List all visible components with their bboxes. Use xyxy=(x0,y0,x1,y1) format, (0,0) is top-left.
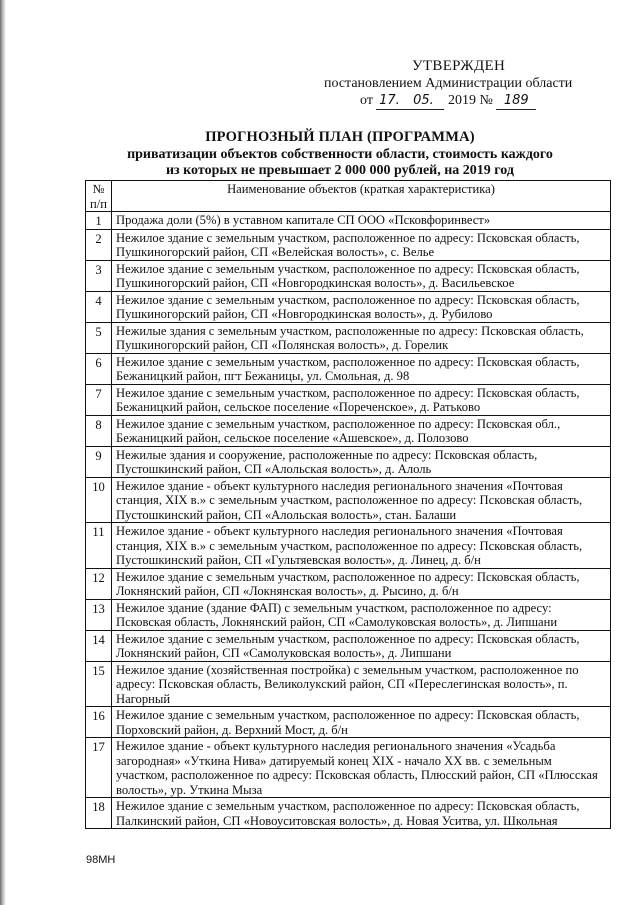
row-number: 17 xyxy=(86,738,112,798)
footer-code: 98МН xyxy=(86,854,116,866)
table-row xyxy=(86,212,611,230)
row-number: 6 xyxy=(86,353,112,384)
row-description: Нежилое здание - объект культурного наследия регионального значения «Почтовая станция, XIX в.» с земельным участком, расположенное по адресу: Псковская область, Пустошкинский район, СП «Алольская волость», стан. Балаши xyxy=(112,477,611,523)
col-number-header: № п/п xyxy=(86,181,112,212)
row-description: Нежилое здание (здание ФАП) с земельным участком, расположенное по адресу: Псковская область, Локнянский район, СП «Самолуковская волость», д. Липшани xyxy=(112,599,611,630)
table-row xyxy=(86,661,611,707)
row-description: Нежилое здание - объект культурного наследия регионального значения «Усадьба загородная» «Уткина Нива» датируемый конец XIX - начало XX вв. с земельным участком, расположенное по адресу: Псковская область, Плюсский район, СП «Плюсская волость», ур. Уткина Мыза xyxy=(112,738,611,798)
plan-subtitle-line1: приватизации объектов собственности области, стоимость каждого xyxy=(127,147,553,162)
row-description: Нежилое здание с земельным участком, расположенное по адресу: Псковская обл., Бежаницкий район, сельское поселение «Ашевское», д. Полозово xyxy=(112,415,611,446)
row-number: 1 xyxy=(86,212,112,230)
table-row xyxy=(86,384,611,415)
row-number: 10 xyxy=(86,477,112,523)
row-number: 12 xyxy=(86,568,112,599)
row-description: Нежилые здания и сооружение, расположенные по адресу: Псковская область, Пустошкинский район, СП «Алольская волость», д. Алоль xyxy=(112,446,611,477)
row-number: 7 xyxy=(86,384,112,415)
row-description: Нежилое здание с земельным участком, расположенное по адресу: Псковская область, Пушкиногорский район, СП «Велейская волость», с. Велье xyxy=(112,229,611,260)
approval-stamp xyxy=(300,58,600,110)
scan-edge-shadow xyxy=(0,0,6,905)
row-description: Нежилое здание (хозяйственная постройка) с земельным участком, расположенное по адресу: Псковская область, Великолукский район, СП «Переслегинская волость», п. Нагорный xyxy=(112,661,611,707)
plan-title: ПРОГНОЗНЫЙ ПЛАН (ПРОГРАММА) xyxy=(205,129,475,145)
row-description: Нежилое здание с земельным участком, расположенное по адресу: Псковская область, Пушкиногорский район, СП «Новгородкинская волость», д. Рубилово xyxy=(112,291,611,322)
table-row xyxy=(86,229,611,260)
row-description: Продажа доли (5%) в уставном капитале СП ООО «Псковфоринвест» xyxy=(112,212,611,230)
table-row xyxy=(86,523,611,569)
row-number: 15 xyxy=(86,661,112,707)
row-number: 16 xyxy=(86,707,112,738)
row-number: 3 xyxy=(86,260,112,291)
handwritten-month: 05. xyxy=(402,92,444,110)
handwritten-number: 189 xyxy=(496,92,536,110)
privatization-table xyxy=(85,180,611,829)
row-number: 11 xyxy=(86,523,112,569)
row-number: 18 xyxy=(86,798,112,829)
row-number: 2 xyxy=(86,229,112,260)
approval-year: 2019 № xyxy=(447,93,493,108)
table-row xyxy=(86,630,611,661)
table-row xyxy=(86,322,611,353)
table-row xyxy=(86,260,611,291)
row-description: Нежилое здание - объект культурного наследия регионального значения «Почтовая станция, XIX в.» с земельным участком, расположенное по адресу: Псковская область, Пустошкинский район, СП «Гультяевская волость», д. Линец, д. б/н xyxy=(112,523,611,569)
row-description: Нежилые здания с земельным участком, расположенные по адресу: Псковская область, Пушкиногорский район, СП «Полянская волость», д. Горелик xyxy=(112,322,611,353)
table-row xyxy=(86,738,611,798)
table-row xyxy=(86,477,611,523)
approval-authority: постановлением Администрации области xyxy=(324,76,573,91)
row-number: 4 xyxy=(86,291,112,322)
row-number: 5 xyxy=(86,322,112,353)
row-number: 13 xyxy=(86,599,112,630)
approval-title: УТВЕРЖДЕН xyxy=(412,58,506,74)
row-description: Нежилое здание с земельным участком, расположенное по адресу: Псковская область, Палкинский район, СП «Новоуситовская волость», д. Новая Уситва, ул. Школьная xyxy=(112,798,611,829)
row-description: Нежилое здание с земельным участком, расположенное по адресу: Псковская область, Бежаницкий район, пгт Бежаницы, ул. Смольная, д. 98 xyxy=(112,353,611,384)
row-description: Нежилое здание с земельным участком, расположенное по адресу: Псковская область, Локнянский район, СП «Самолуковская волость», д. Липшани xyxy=(112,630,611,661)
row-description: Нежилое здание с земельным участком, расположенное по адресу: Псковская область, Бежаницкий район, сельское поселение «Пореченское», д. Ратьково xyxy=(112,384,611,415)
row-number: 14 xyxy=(86,630,112,661)
plan-subtitle-line2: из которых не превышает 2 000 000 рублей, на 2019 год xyxy=(165,163,514,178)
approval-date-line xyxy=(300,92,600,110)
row-number: 9 xyxy=(86,446,112,477)
table-row xyxy=(86,353,611,384)
table-row xyxy=(86,568,611,599)
table-row xyxy=(86,446,611,477)
col-name-header: Наименование объектов (краткая характеристика) xyxy=(112,181,611,212)
date-prefix: от xyxy=(360,93,373,108)
table-row xyxy=(86,798,611,829)
table-header-row xyxy=(86,181,611,212)
row-number: 8 xyxy=(86,415,112,446)
table-row xyxy=(86,291,611,322)
table-row xyxy=(86,599,611,630)
row-description: Нежилое здание с земельным участком, расположенное по адресу: Псковская область, Пушкиногорский район, СП «Новгородкинская волость», д. Васильевское xyxy=(112,260,611,291)
table-row xyxy=(86,707,611,738)
row-description: Нежилое здание с земельным участком, расположенное по адресу: Псковская область, Порховский район, д. Верхний Мост, д. б/н xyxy=(112,707,611,738)
row-description: Нежилое здание с земельным участком, расположенное по адресу: Псковская область, Локнянский район, СП «Локнянская волость», д. Рысино, д. б/н xyxy=(112,568,611,599)
table-row xyxy=(86,415,611,446)
handwritten-day: 17. xyxy=(376,92,402,110)
